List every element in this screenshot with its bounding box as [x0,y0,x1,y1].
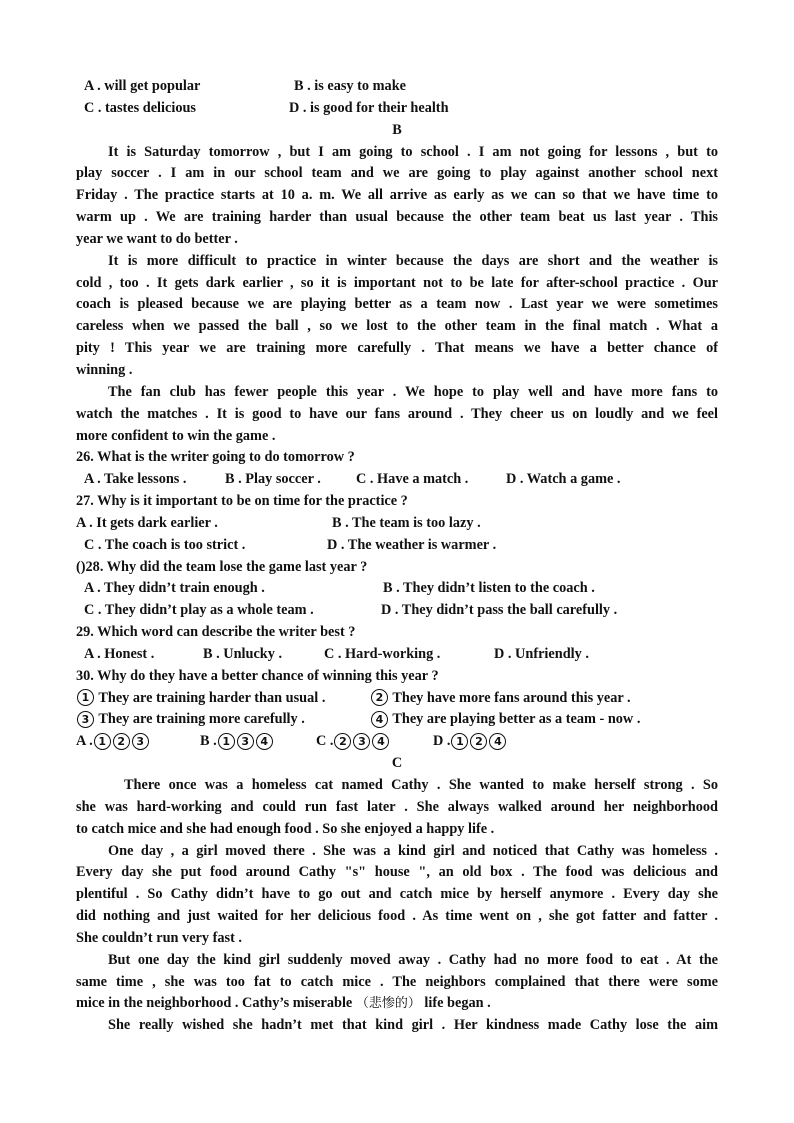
q27-option-d: D . The weather is warmer . [327,536,497,553]
passage-b-line: watch the matches . It is good to have our fans around . They cheer us on loudly and we feel [76,405,718,422]
passage-b-line: coach is pleased because we are playing better as a team now . Last year we were sometimes [76,296,718,313]
q28-option-b: B . They didn’t listen to the coach . [383,580,595,597]
q27-options-row-1 [76,513,718,535]
circled-number: 3 [77,711,94,728]
q25-option-d: D . is good for their health [289,99,449,116]
q27-option-b: B . The team is too lazy . [332,514,481,531]
q29-stem: 29. Which word can describe the writer best ? [76,624,356,641]
q30-statements-row-1 [76,688,718,710]
passage-b-line: The fan club has fewer people this year . We hope to play well and have more fans to [108,383,718,400]
q30-option-d: D . 1 2 4 [433,731,507,753]
q30-option-b: B . 1 3 4 [200,731,274,753]
q25-option-a: A . will get popular [84,78,201,94]
passage-c-line: She really wished she hadn’t met that kind girl . Her kindness made Cathy lose the aim [108,1017,718,1034]
q27-option-c: C . The coach is too strict . [84,536,246,553]
passage-b-line: year we want to do better . [76,230,238,247]
q30-options [76,731,718,753]
q30-statement-3: 3 They are training more carefully . [76,709,305,731]
q27-stem: 27. Why is it important to be on time for the practice ? [76,493,408,510]
passage-b-line: careless when we passed the ball , so we lost to the other team in the final match . What a [76,318,718,335]
q30-option-c: C . 2 3 4 [316,731,390,753]
q28-options-row-2 [76,600,718,622]
chinese-gloss: （悲惨的） [355,996,421,1012]
passage-c-line: One day , a girl moved there . She was a kind girl and noticed that Cathy was homeless . [108,842,718,859]
circled-number: 2 [371,689,388,706]
q26-option-a: A . Take lessons . [84,471,187,488]
passage-c-line: But one day the kind girl suddenly moved away . Cathy had no more food to eat . At the [108,951,718,968]
passage-b-line: cold , too . It gets dark earlier , so it is important not to be late for after-school practice . Our [76,274,718,291]
q25-option-c: C . tastes delicious [84,99,196,116]
q29-options [76,644,718,666]
passage-b-line: winning . [76,361,133,378]
q29-option-b: B . Unlucky . [203,645,283,662]
q26-option-c: C . Have a match . [356,471,469,488]
passage-c-line: There once was a homeless cat named Cathy . She wanted to make herself strong . So [124,777,718,793]
passage-b-line: pity ! This year we are training more carefully . That means we have a better chance of [76,340,718,357]
passage-b-line: more confident to win the game . [76,427,276,444]
passage-b-line: warm up . We are training harder than usual because the other team beat us last year . This [76,209,718,226]
q25-options-row-2 [76,98,718,120]
passage-c-line: plentiful . So Cathy didn’t have to go out and catch mice by herself anymore . Every day she [76,886,718,903]
section-b-heading: B [392,121,402,138]
circled-number: 4 [371,711,388,728]
q25-options-row-1 [76,76,718,98]
q30-statement-1: 1 They are training harder than usual . [76,688,325,710]
q26-options [76,469,718,491]
q30-statement-4: 4 They are playing better as a team - now . [370,709,640,731]
q26-stem: 26. What is the writer going to do tomorrow ? [76,449,355,466]
passage-c-line: Every day she put food around Cathy "s" house ", an old box . The food was delicious and [76,864,718,881]
passage-c-line: she was hard-working and could run fast later . She always walked around her neighborhood [76,798,718,815]
exam-page [76,76,718,1037]
q29-option-d: D . Unfriendly . [494,645,589,662]
passage-c-line: same time , she was too fat to catch mice . The neighbors complained that there were some [76,973,718,990]
q25-option-b: B . is easy to make [294,78,406,94]
q26-option-b: B . Play soccer . [225,471,321,488]
passage-b-line: It is more difficult to practice in winter because the days are short and the weather is [108,252,718,269]
q27-option-a: A . It gets dark earlier . [76,514,218,531]
q28-option-a: A . They didn’t train enough . [84,580,265,597]
passage-b-line: Friday . The practice starts at 10 a. m. We all arrive as early as we can so that we have time to [76,187,718,204]
circled-number: 1 [77,689,94,706]
q27-options-row-2 [76,535,718,557]
passage-c-line: She couldn’t run very fast . [76,929,243,946]
q29-option-c: C . Hard-working . [324,645,441,662]
q30-statement-2: 2 They have more fans around this year . [370,688,631,710]
passage-c-line: to catch mice and she had enough food . So she enjoyed a happy life . [76,820,495,837]
q28-option-c: C . They didn’t play as a whole team . [84,602,314,619]
q30-option-a: A . 1 2 3 [76,731,150,753]
passage-c-line: did nothing and just waited for her delicious food . As time went on , she got fatter and fatter . [76,908,718,925]
passage-b-line: play soccer . I am in our school team and we are going to play against another school next [76,165,718,182]
section-c-heading: C [391,755,403,772]
q28-options-row-1 [76,578,718,600]
passage-b-line: It is Saturday tomorrow , but I am going to school . I am not going for lessons , but to [108,143,718,160]
q26-option-d: D . Watch a game . [506,471,621,488]
q28-stem: ()28. Why did the team lose the game last year ? [76,558,368,575]
q29-option-a: A . Honest . [84,645,155,662]
q30-stem: 30. Why do they have a better chance of winning this year ? [76,667,439,684]
q28-option-d: D . They didn’t pass the ball carefully . [381,602,618,619]
q30-statements-row-2 [76,709,718,731]
passage-c-line: mice in the neighborhood . Cathy’s miserable （悲惨的） life began . [76,995,491,1012]
